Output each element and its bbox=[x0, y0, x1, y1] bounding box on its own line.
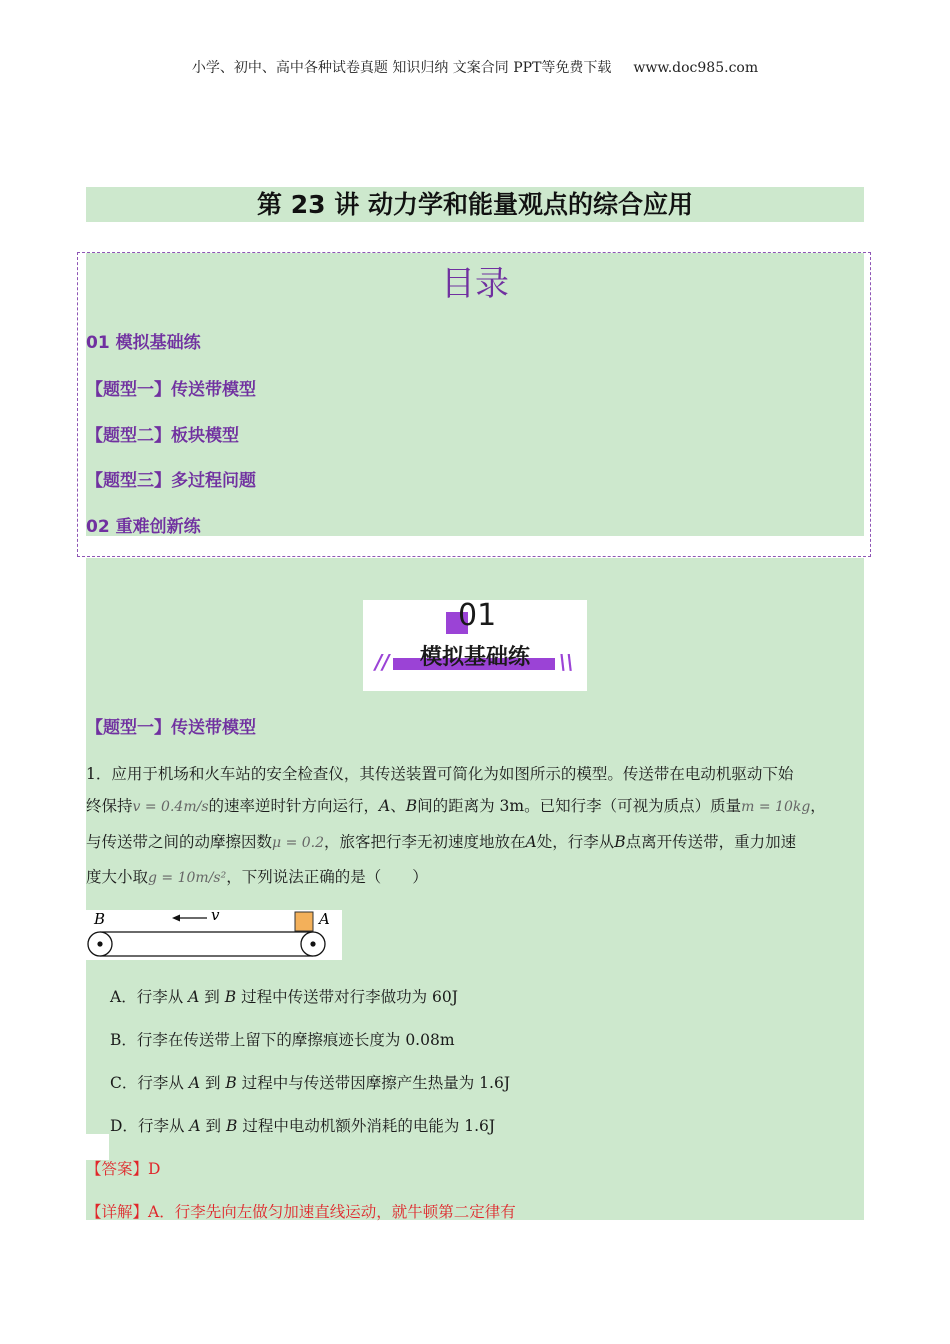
math-friction: μ = 0.2 bbox=[272, 835, 325, 851]
conveyor-diagram bbox=[86, 910, 342, 960]
luggage-box bbox=[295, 912, 313, 931]
question-line-3 bbox=[86, 830, 796, 852]
toc-item-4[interactable]: 【题型三】多过程问题 bbox=[86, 471, 256, 491]
badge-right-slashes: \\ bbox=[559, 650, 574, 674]
question-text: 间的距离为 3m。已知行李（可视为质点）质量 bbox=[417, 797, 742, 815]
option-text: 过程中与传送带因摩擦产生热量为 1.6J bbox=[241, 1074, 511, 1092]
option-text: 行李从 bbox=[137, 1074, 184, 1092]
point-label: A bbox=[189, 1117, 201, 1135]
point-label: A bbox=[525, 833, 537, 851]
option-c[interactable] bbox=[110, 1071, 510, 1093]
question-text: 1．应用于机场和火车站的安全检查仪，其传送装置可简化为如图所示的模型。传送带在电动机驱动下始 bbox=[86, 765, 794, 783]
point-label: B bbox=[225, 1117, 238, 1135]
question-text: ，下列说法正确的是（ ） bbox=[226, 868, 428, 886]
option-key: C． bbox=[110, 1074, 138, 1092]
answer-value: D bbox=[148, 1160, 161, 1178]
question-text: ，旅客把行李无初速度地放在 bbox=[324, 833, 526, 851]
question-line-4 bbox=[86, 865, 428, 887]
answer-label: 【答案】 bbox=[86, 1160, 149, 1178]
label-b: B bbox=[94, 910, 106, 928]
badge-number: 01 bbox=[458, 598, 497, 633]
question-text: 、 bbox=[390, 797, 406, 815]
site-header-url[interactable]: www.doc985.com bbox=[633, 60, 759, 76]
label-a: A bbox=[319, 910, 330, 928]
toc-item-5[interactable]: 02 重难创新练 bbox=[86, 517, 201, 537]
option-d[interactable] bbox=[110, 1114, 495, 1136]
option-text: 过程中电动机额外消耗的电能为 1.6J bbox=[242, 1117, 496, 1135]
option-text: 过程中传送带对行李做功为 60J bbox=[241, 988, 458, 1006]
point-label: B bbox=[614, 833, 626, 851]
toc-heading: 目录 bbox=[441, 264, 509, 304]
option-key: D． bbox=[110, 1117, 138, 1135]
option-b[interactable] bbox=[110, 1028, 455, 1050]
math-mass: m = 10kg bbox=[741, 799, 811, 815]
point-label: A bbox=[188, 1074, 201, 1092]
toc-item-3[interactable]: 【题型二】板块模型 bbox=[86, 426, 239, 446]
detail-text: A．行李先向左做匀加速直线运动，就牛顿第二定律有 bbox=[148, 1203, 516, 1221]
question-line-1 bbox=[86, 762, 793, 784]
option-text: 到 bbox=[204, 988, 220, 1006]
page-title: 第 23 讲 动力学和能量观点的综合应用 bbox=[86, 187, 864, 222]
option-key: A． bbox=[110, 988, 137, 1006]
question-text: 点离开传送带，重力加速 bbox=[625, 833, 797, 851]
site-header bbox=[0, 57, 950, 77]
question-text: 与传送带之间的动摩擦因数 bbox=[86, 833, 273, 851]
point-label: A bbox=[379, 797, 391, 815]
label-v: v bbox=[211, 910, 220, 924]
point-label: B bbox=[224, 988, 237, 1006]
question-text: 终保持 bbox=[86, 797, 133, 815]
badge-label: 模拟基础练 bbox=[419, 645, 530, 670]
point-label: A bbox=[188, 988, 200, 1006]
math-velocity: v = 0.4m/s bbox=[132, 799, 209, 815]
conveyor-belt-figure bbox=[86, 910, 342, 960]
section-badge bbox=[363, 600, 587, 691]
option-a[interactable] bbox=[110, 985, 458, 1007]
badge-left-slashes: // bbox=[375, 650, 390, 674]
question-text: 度大小取 bbox=[86, 868, 149, 886]
point-label: B bbox=[405, 797, 418, 815]
option-text: 行李在传送带上留下的摩擦痕迹长度为 0.08m bbox=[136, 1031, 455, 1049]
toc-item-2[interactable]: 【题型一】传送带模型 bbox=[86, 380, 256, 400]
option-text: 到 bbox=[204, 1074, 221, 1092]
option-key: B． bbox=[110, 1031, 137, 1049]
detail-label: 【详解】 bbox=[86, 1203, 149, 1221]
question-text: 的速率逆时针方向运行， bbox=[208, 797, 380, 815]
math-gravity: g = 10m/s² bbox=[148, 870, 227, 886]
question-line-2 bbox=[86, 794, 826, 816]
toc-item-1[interactable]: 01 模拟基础练 bbox=[86, 333, 201, 353]
site-header-text: 小学、初中、高中各种试卷真题 知识归纳 文案合同 PPT等免费下载 bbox=[191, 60, 612, 76]
section-title: 【题型一】传送带模型 bbox=[86, 718, 256, 738]
question-text: ， bbox=[810, 797, 826, 815]
answer-line bbox=[86, 1157, 160, 1179]
option-text: 行李从 bbox=[136, 988, 184, 1006]
point-label: B bbox=[225, 1074, 237, 1092]
option-text: 行李从 bbox=[137, 1117, 185, 1135]
option-text: 到 bbox=[205, 1117, 222, 1135]
detail-line bbox=[86, 1200, 516, 1222]
question-text: 处，行李从 bbox=[536, 833, 615, 851]
